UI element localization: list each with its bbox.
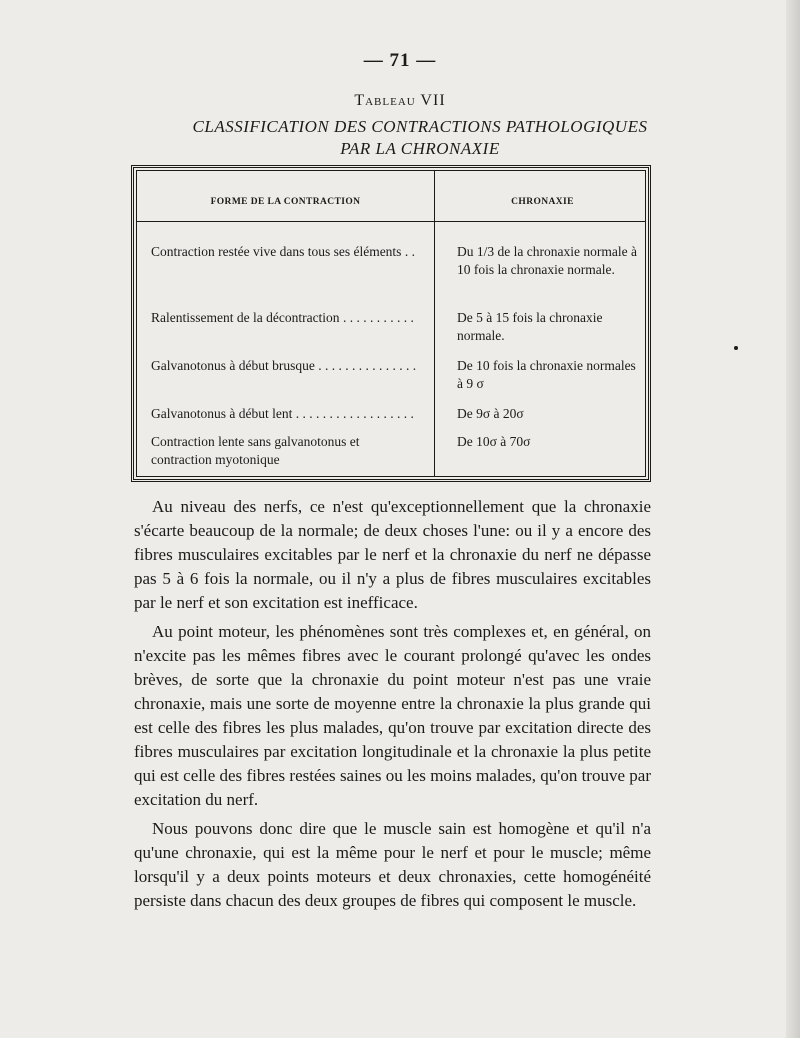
header-divider [137, 221, 645, 222]
table-row-5-chronaxie: De 10σ à 70σ [457, 434, 531, 449]
table-row-3-chronaxie: De 10 fois la chronaxie normales à 9 σ [457, 358, 636, 391]
table-caption-line-2: PAR LA CHRONAXIE [340, 139, 500, 158]
paragraph-2: Au point moteur, les phénomènes sont très complexes et, en général, on n'excite pas les mêmes fibres avec le courant prolongé qu'avec les ondes brèves, de sorte que la chronaxie du point moteur n'est pas une vraie chronaxie, mais une sorte de moyenne entre la chronaxie la plus grande qui est celle des fibres les plus malades, qu'on trouve par excitation directe des fibres musculaires par excitation longitudinale et la chronaxie la plus petite qui est celle des fibres restées saines ou les moins malades, qu'on trouve par excitation du nerf. [134, 622, 651, 809]
paragraph-1: Au niveau des nerfs, ce n'est qu'exceptionnellement que la chronaxie s'écarte beaucoup de la normale; de deux choses l'une: ou il y a encore des fibres musculaires excitables par le nerf et la chronaxie du nerf ne dépasse pas 5 à 6 fois la normale, ou il n'y a plus de fibres musculaires excitables par le nerf et son excitation est inefficace. [134, 497, 651, 612]
body-text [134, 495, 651, 918]
table-caption-line-1: CLASSIFICATION DES CONTRACTIONS PATHOLOGIQUES [192, 117, 648, 136]
column-divider [434, 171, 435, 476]
paragraph-3: Nous pouvons donc dire que le muscle sain est homogène et qu'il n'a qu'une chronaxie, qui est la même pour le nerf et pour le muscle; même lorsqu'il y a deux points moteurs et deux chronaxies, cette homogénéité persiste dans chacun des deux groupes de fibres qui composent le muscle. [134, 819, 651, 910]
classification-table [131, 165, 651, 482]
page-number: — 71 — [363, 50, 437, 71]
ink-speck [734, 346, 738, 350]
column-header-contraction: FORME DE LA CONTRACTION [210, 197, 361, 207]
table-row-4-chronaxie: De 9σ à 20σ [457, 406, 524, 421]
table-row-1-contraction: Contraction restée vive dans tous ses éléments . . . [151, 243, 417, 261]
table-row-2-contraction: Ralentissement de la décontraction . . . [151, 309, 417, 327]
table-row-3-contraction: Galvanotonus à début brusque . . . [151, 357, 417, 375]
table-row-5-contraction: Contraction lente sans galvanotonus et contraction myotonique [151, 434, 360, 467]
table-row-4-contraction: Galvanotonus à début lent . . . [151, 405, 417, 423]
page-edge-shadow [786, 0, 800, 1038]
table-inner-border [136, 170, 646, 477]
table-row-1-chronaxie: Du 1/3 de la chronaxie normale à 10 fois la chronaxie normale. [457, 244, 637, 277]
column-header-chronaxie: CHRONAXIE [511, 197, 574, 207]
table-caption [170, 116, 670, 160]
table-title: Tableau VII [354, 92, 446, 109]
table-row-2-chronaxie: De 5 à 15 fois la chronaxie normale. [457, 310, 603, 343]
